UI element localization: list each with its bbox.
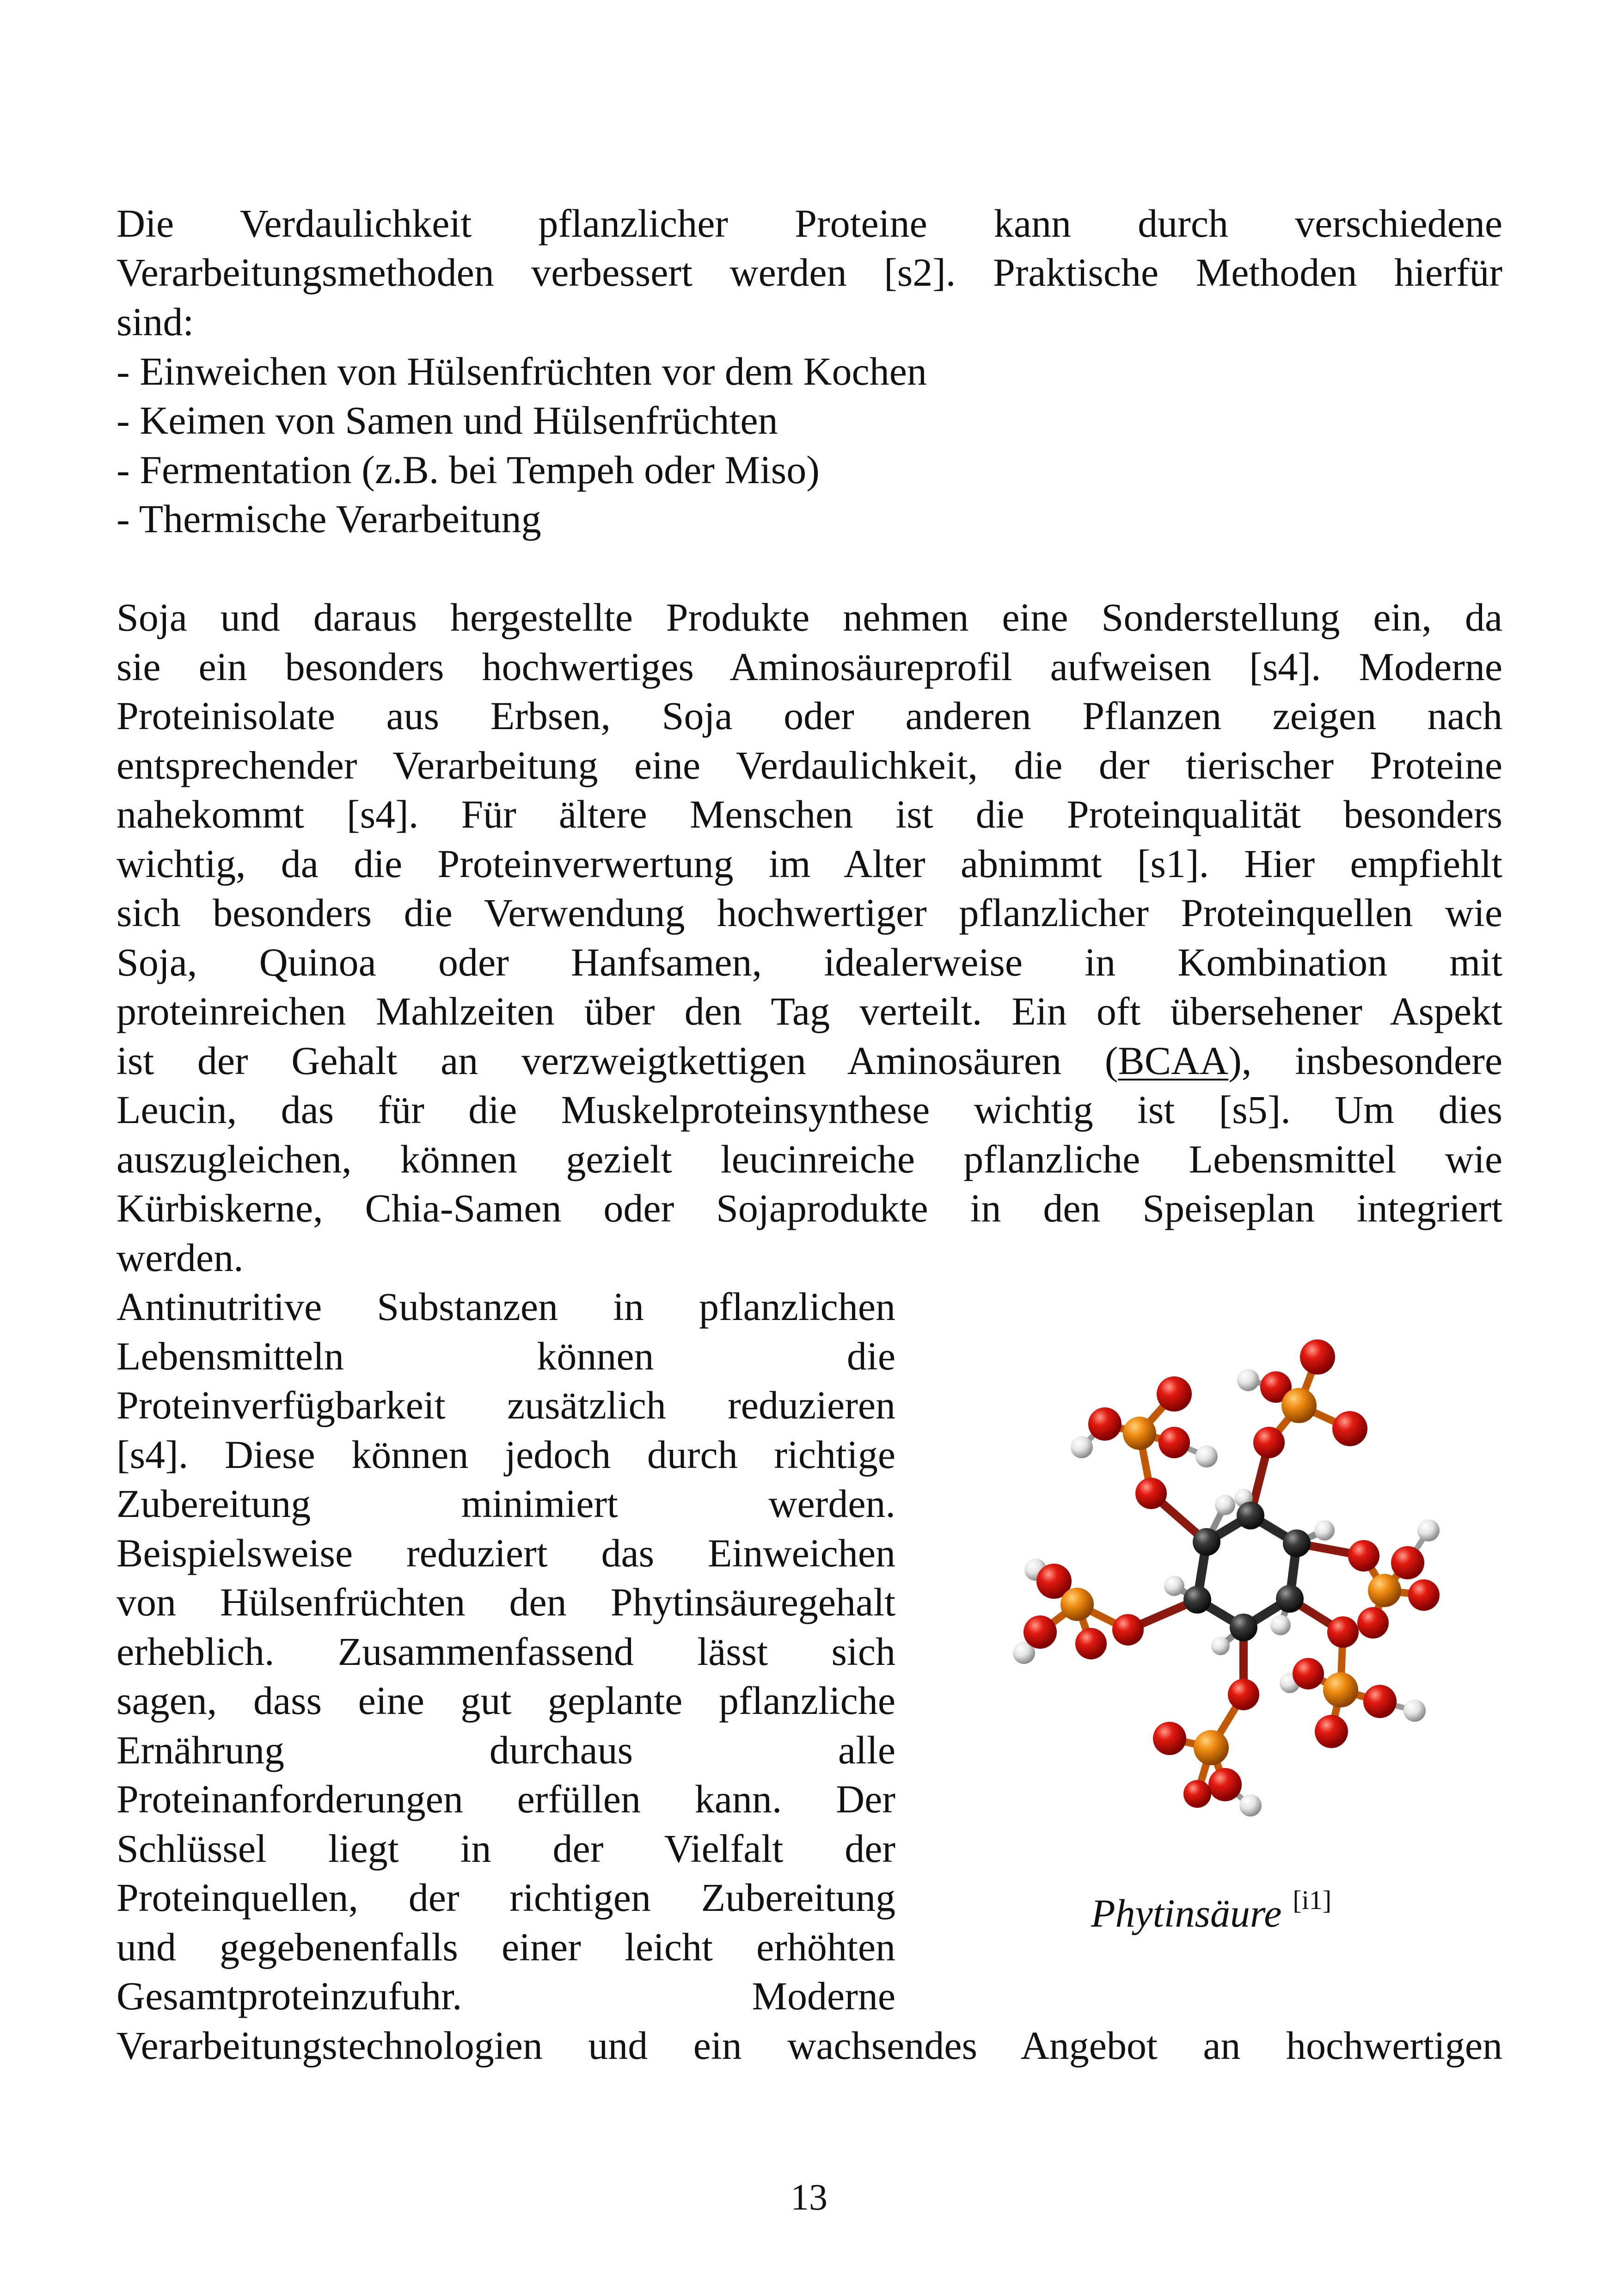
body-line: nahekommt [s4]. Für ältere Menschen ist die Proteinqualität besonders — [116, 792, 1502, 836]
body-line: Proteinisolate aus Erbsen, Soja oder anderen Pflanzen zeigen nach — [116, 694, 1502, 738]
body-line: auszugleichen, können gezielt leucinreiche pflanzliche Lebensmittel wie — [116, 1137, 1502, 1181]
oxygen-atom — [1300, 1339, 1335, 1375]
phytic-acid-molecule-image — [994, 1313, 1470, 1836]
hydrogen-atom — [1071, 1436, 1093, 1458]
body-line: werden. — [116, 1235, 244, 1280]
image-reference: [i1] — [1293, 1885, 1332, 1915]
phosphorus-atom — [1123, 1417, 1156, 1450]
list-item: - Fermentation (z.B. bei Tempeh oder Miso) — [116, 448, 820, 492]
body-line: Soja, Quinoa oder Hanfsamen, idealerweise in Kombination mit — [116, 940, 1502, 984]
column-line: Gesamtproteinzufuhr. Moderne — [116, 1974, 895, 2018]
oxygen-atom — [1183, 1780, 1211, 1808]
body-line: Verarbeitungstechnologien und ein wachsendes Angebot an hochwertigen — [116, 2023, 1502, 2068]
phosphorus-atom — [1281, 1388, 1317, 1423]
oxygen-atom — [1024, 1615, 1057, 1649]
carbon-atom — [1193, 1528, 1220, 1556]
hydrogen-atom — [1211, 1637, 1230, 1655]
carbon-atom — [1230, 1614, 1257, 1641]
body-text: ), insbesondere — [1228, 1038, 1502, 1083]
column-line: Proteinanforderungen erfüllen kann. Der — [116, 1777, 895, 1821]
body-line: sind: — [116, 300, 194, 344]
body-text: ist der Gehalt an verzweigtkettigen Aminosäuren ( — [116, 1038, 1118, 1083]
hydrogen-atom — [1417, 1519, 1440, 1541]
body-line: entsprechender Verarbeitung eine Verdaulichkeit, die der tierischer Proteine — [116, 743, 1502, 787]
oxygen-atom — [1408, 1579, 1440, 1611]
body-line: proteinreichen Mahlzeiten über den Tag verteilt. Ein oft übersehener Aspekt — [116, 989, 1502, 1033]
oxygen-atom — [1327, 1616, 1359, 1648]
list-item: - Thermische Verarbeitung — [116, 497, 541, 541]
list-item: - Keimen von Samen und Hülsenfrüchten — [116, 398, 778, 442]
oxygen-atom — [1348, 1540, 1379, 1572]
oxygen-atom — [1088, 1407, 1122, 1441]
carbon-atom — [1183, 1586, 1211, 1614]
figure-caption — [1091, 1885, 1332, 1943]
molecule-atoms — [1013, 1339, 1440, 1817]
body-line-bcaa — [116, 1036, 1502, 1085]
oxygen-atom — [1391, 1546, 1424, 1579]
hydrogen-atom — [1314, 1520, 1335, 1541]
carbon-atom — [1276, 1585, 1304, 1613]
carbon-atom — [1283, 1529, 1311, 1557]
oxygen-atom — [1153, 1722, 1186, 1755]
body-line: wichtig, da die Proteinverwertung im Alter abnimmt [s1]. Hier empfiehlt — [116, 841, 1502, 886]
bcaa-link[interactable]: BCAA — [1118, 1038, 1229, 1083]
hydrogen-atom — [1239, 1794, 1262, 1817]
column-line: Proteinquellen, der richtigen Zubereitung — [116, 1875, 895, 1920]
column-line: Schlüssel liegt in der Vielfalt der — [116, 1826, 895, 1871]
column-line: Lebensmitteln können die — [116, 1334, 895, 1378]
molecule-bonds — [1024, 1357, 1428, 1805]
phosphorus-atom — [1368, 1574, 1401, 1607]
hydrogen-atom — [1164, 1576, 1184, 1596]
carbon-atom — [1237, 1502, 1264, 1529]
oxygen-atom — [1112, 1614, 1144, 1645]
hydrogen-atom — [1215, 1495, 1235, 1515]
oxygen-atom — [1157, 1376, 1192, 1412]
phosphorus-atom — [1060, 1588, 1094, 1621]
hydrogen-atom — [1270, 1615, 1291, 1635]
body-line: Die Verdaulichkeit pflanzlicher Proteine kann durch verschiedene — [116, 201, 1502, 246]
body-line: Verarbeitungsmethoden verbessert werden [s2]. Praktische Methoden hierfür — [116, 250, 1502, 295]
column-line: [s4]. Diese können jedoch durch richtige — [116, 1432, 895, 1477]
column-line: sagen, dass eine gut geplante pflanzliche — [116, 1678, 895, 1723]
oxygen-atom — [1332, 1411, 1367, 1446]
column-line: Proteinverfügbarkeit zusätzlich reduzieren — [116, 1383, 895, 1427]
column-line: Beispielsweise reduziert das Einweichen — [116, 1531, 895, 1575]
oxygen-atom — [1253, 1427, 1285, 1458]
oxygen-atom — [1315, 1715, 1348, 1748]
column-line: erheblich. Zusammenfassend lässt sich — [116, 1629, 895, 1674]
oxygen-atom — [1228, 1679, 1259, 1710]
body-line: sie ein besonders hochwertiges Aminosäureprofil aufweisen [s4]. Moderne — [116, 645, 1502, 689]
oxygen-atom — [1208, 1768, 1242, 1801]
column-line: von Hülsenfrüchten den Phytinsäuregehalt — [116, 1580, 895, 1624]
caption-text: Phytinsäure — [1091, 1891, 1282, 1935]
body-line: Soja und daraus hergestellte Produkte nehmen eine Sonderstellung ein, da — [116, 595, 1502, 639]
oxygen-atom — [1293, 1658, 1324, 1689]
oxygen-atom — [1075, 1628, 1107, 1659]
body-line: Leucin, das für die Muskelproteinsynthese wichtig ist [s5]. Um dies — [116, 1087, 1502, 1132]
oxygen-atom — [1135, 1478, 1167, 1509]
oxygen-atom — [1158, 1427, 1190, 1458]
column-line: Antinutritive Substanzen in pflanzlichen — [116, 1284, 895, 1329]
column-line: Zubereitung minimiert werden. — [116, 1481, 895, 1526]
list-item: - Einweichen von Hülsenfrüchten vor dem Kochen — [116, 349, 927, 393]
column-line: und gegebenenfalls einer leicht erhöhten — [116, 1925, 895, 1969]
hydrogen-atom — [1403, 1700, 1426, 1722]
hydrogen-atom — [1195, 1445, 1218, 1467]
oxygen-atom — [1357, 1607, 1389, 1639]
column-line: Ernährung durchaus alle — [116, 1728, 895, 1772]
phosphorus-atom — [1194, 1730, 1229, 1765]
hydrogen-atom — [1237, 1369, 1259, 1391]
body-line: Kürbiskerne, Chia-Samen oder Sojaprodukte in den Speiseplan integriert — [116, 1186, 1502, 1230]
page-number: 13 — [791, 2177, 827, 2218]
phosphorus-atom — [1323, 1672, 1358, 1707]
oxygen-atom — [1363, 1685, 1397, 1718]
body-line: sich besonders die Verwendung hochwertiger pflanzlicher Proteinquellen wie — [116, 890, 1502, 935]
